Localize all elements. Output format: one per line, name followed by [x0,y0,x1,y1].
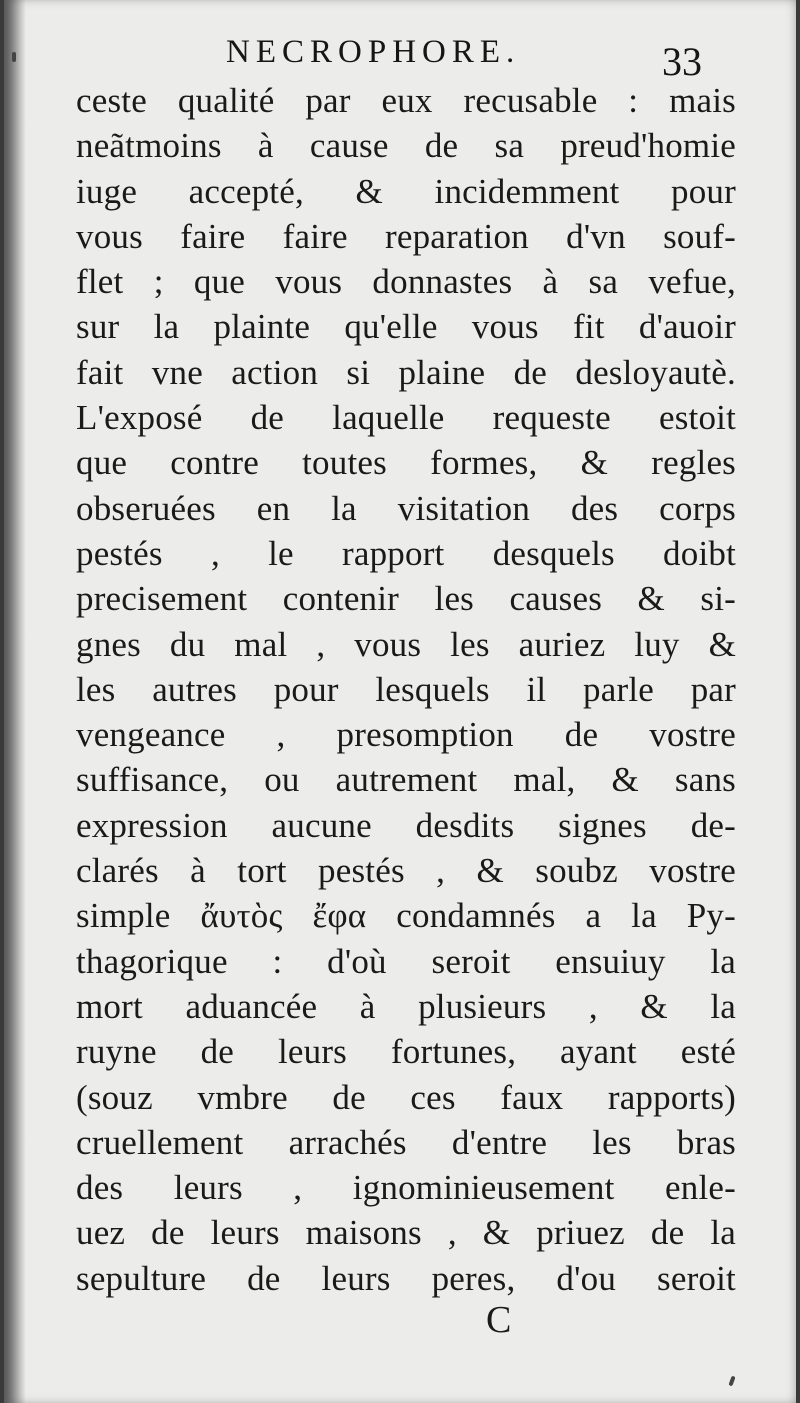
text-line: ceste qualité par eux recusable : mais [76,81,736,120]
text-line: mort aduancée à plusieurs , & la [76,986,736,1026]
text-line: ruyne de leurs fortunes, ayant esté [76,1032,736,1072]
ink-speck [728,1376,735,1387]
text-line: que contre toutes formes, & regles [76,443,736,483]
text-line: vengeance , presomption de vostre [76,715,736,755]
running-head: NECROPHORE. [226,34,521,70]
book-page [4,0,796,1403]
text-line: sur la plainte qu'elle vous fit d'auoir [76,307,736,347]
text-line: suffisance, ou autrement mal, & sans [76,760,736,800]
text-line: uez de leurs maisons , & priuez de la [76,1213,736,1253]
text-line: pestés , le rapport desquels doibt [76,533,736,573]
signature-mark: C [486,1299,512,1341]
text-line: iuge accepté, & incidemment pour [76,171,736,211]
text-line: cruellement arrachés d'entre les bras [76,1122,736,1162]
gutter-shadow [4,0,26,1403]
text-line: sepulture de leurs peres, d'ou seroit [76,1258,736,1298]
text-line: les autres pour lesquels il parle par [76,669,736,709]
text-line: L'exposé de laquelle requeste estoit [76,398,736,438]
text-line: gnes du mal , vous les auriez luy & [76,624,736,664]
body-text [76,78,736,1301]
text-line: des leurs , ignominieusement enle- [76,1168,736,1208]
text-line: fait vne action si plaine de desloyautè. [76,352,736,392]
text-line: (souz vmbre de ces faux rapports) [76,1077,736,1117]
text-line: flet ; que vous donnastes à sa vefue, [76,262,736,302]
text-line: expression aucune desdits signes de- [76,805,736,845]
text-line: vous faire faire reparation d'vn souf- [76,216,736,256]
ink-speck [12,52,16,62]
text-line: simple ἄυτὸς ἔφα condamnés a la Py- [76,896,736,936]
page-number: 33 [662,39,702,84]
text-line: thagorique : d'où seroit ensuiuy la [76,941,736,981]
text-line: neãtmoins à cause de sa preud'homie [76,126,736,166]
text-line: precisement contenir les causes & si- [76,579,736,619]
text-line: obseruées en la visitation des corps [76,488,736,528]
text-line: clarés à tort pestés , & soubz vostre [76,851,736,891]
